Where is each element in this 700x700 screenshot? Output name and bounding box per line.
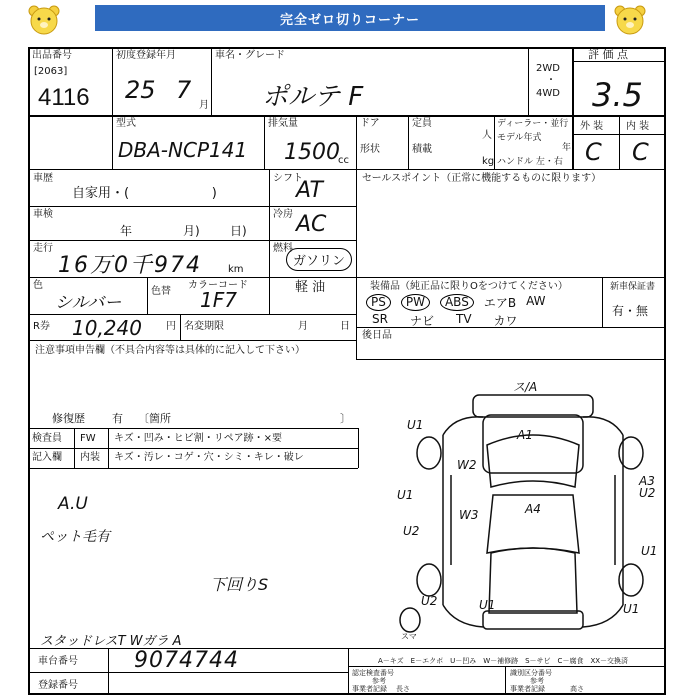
rear-items-label: 後日品: [362, 330, 392, 341]
lot-number-label: 出品番号: [32, 50, 72, 61]
repair-location-close: 〕: [340, 412, 351, 425]
equipment-pw: PW: [401, 294, 430, 311]
kg-unit: kg: [482, 156, 495, 167]
repair-history-label: 修復歴: [52, 412, 85, 425]
cc-unit: cc: [338, 155, 349, 166]
name-change-label: 名変期限: [184, 321, 224, 332]
inspection-year: 年: [120, 224, 133, 238]
exterior-label: 外 装: [580, 121, 604, 132]
spare-tire-label: スマ: [401, 632, 417, 641]
registration-month: 7: [176, 76, 192, 104]
interior-items: キズ・汚レ・コゲ・穴・シミ・キレ・破レ: [114, 452, 304, 463]
damage-mark-front: ス/A: [513, 380, 538, 394]
damage-mark-w3: W3: [459, 508, 479, 522]
damage-mark-right-front: A3: [639, 474, 655, 488]
lot-number: 4116: [38, 84, 90, 111]
damage-mark-w2: W2: [457, 458, 477, 472]
mascot-bear-icon: [26, 3, 62, 37]
dealer-label: ディーラー・並行: [497, 119, 569, 129]
damage-mark-front-left: U1: [407, 418, 424, 432]
drive-4wd: 4WD: [536, 88, 560, 99]
drive-separator: ・: [546, 75, 556, 86]
ac-label: 冷房: [273, 209, 293, 220]
diag-label-4: 高さ: [570, 685, 584, 693]
model-year-label: モデル年式: [497, 133, 542, 143]
ac-value: AC: [296, 212, 327, 237]
entry-label: 記入欄: [32, 452, 62, 463]
equipment-navi: ナビ: [409, 314, 434, 328]
damage-mark-rear: U1: [479, 598, 496, 612]
recycle-label: R券: [33, 321, 50, 332]
mileage-value: 16万0千974: [58, 253, 202, 278]
mileage-label: 走行: [33, 243, 53, 254]
damage-mark-rear-right: U1: [623, 602, 640, 616]
fw-items: キズ・凹み・ヒビ割・リペア跡・×要: [114, 433, 282, 444]
color-code-label: カラーコード: [188, 280, 248, 291]
equipment-ps: PS: [366, 294, 391, 311]
yen-unit: 円: [166, 321, 176, 332]
diag-label-1: 識別区分番号: [510, 669, 552, 677]
interior-label: 内 装: [626, 121, 650, 132]
fuel-value: ガソリン: [286, 248, 352, 271]
registration-year: 25: [125, 76, 156, 104]
inspection-day: 日): [230, 224, 247, 238]
repair-location-label: 〔箇所: [138, 412, 171, 425]
load-label: 積載: [412, 144, 432, 155]
car-name-label: 車名・グレード: [215, 50, 285, 61]
equipment-title: 装備品（純正品に限りOをつけてください）: [370, 281, 568, 292]
inspection-label: 車検: [33, 209, 53, 220]
notes-title: 注意事項申告欄（不具合内容等は具体的に記入して下さい）: [35, 345, 305, 356]
model-code-label: 型式: [116, 118, 136, 129]
capacity-label: 定員: [412, 118, 432, 129]
km-unit: km: [228, 264, 244, 275]
drive-2wd: 2WD: [536, 63, 560, 74]
cert-label-2: 参考: [372, 677, 386, 685]
cert-label-4: 長さ: [396, 685, 410, 693]
name-change-day: 日: [340, 321, 350, 332]
exterior-grade: C: [585, 138, 602, 166]
model-code: DBA-NCP141: [118, 138, 248, 162]
registration-number-label: 登録番号: [38, 680, 78, 691]
score-label: 評 価 点: [588, 48, 628, 61]
banner-title: 完全ゼロ切りコーナー: [279, 12, 420, 28]
interior-grade: C: [632, 138, 649, 166]
fuel-label: 燃料: [273, 243, 293, 254]
comment-line-2: ペット毛有: [40, 529, 110, 545]
damage-legend: A－キズ E－エクボ U－凹み W－補修跡 S－サビ C－腐食 XX－交換済: [378, 657, 629, 665]
door-label: ドア: [360, 118, 380, 129]
color-change-label: 色替: [151, 286, 171, 297]
lot-sub-number: [2063]: [34, 66, 68, 77]
usage-label: 車歴: [33, 173, 53, 184]
displacement-label: 排気量: [268, 118, 298, 129]
damage-diagram: [395, 375, 665, 650]
shift-value: AT: [296, 178, 323, 203]
color-value: シルバー: [55, 293, 122, 313]
warranty-value: 有・無: [612, 304, 649, 318]
damage-mark-left-door: U1: [397, 488, 414, 502]
new-car-warranty-label: 新車保証書: [610, 282, 656, 292]
equipment-row-1: [366, 294, 545, 311]
name-change-month: 月: [298, 321, 308, 332]
equipment-sr: SR: [372, 312, 388, 326]
comment-line-1: A.U: [58, 494, 88, 514]
persons-unit: 人: [482, 130, 492, 141]
comment-line-4: スタッドレスT Wガラ A: [40, 634, 182, 649]
interior-check-label: 内装: [80, 452, 100, 463]
month-suffix: 月: [199, 100, 209, 111]
chassis-number: 9074744: [134, 648, 239, 673]
displacement-value: 1500: [284, 140, 340, 165]
shape-label: 形状: [360, 144, 380, 155]
repair-history-value: 有: [112, 412, 123, 425]
year-unit: 年: [562, 143, 572, 153]
inspection-month: 月): [183, 224, 200, 238]
comment-line-3: 下回りS: [210, 575, 269, 594]
fuel-alt: 軽 油: [295, 280, 326, 295]
auction-score: 3.5: [592, 76, 643, 114]
color-label: 色: [33, 280, 43, 291]
page-banner: [95, 5, 605, 31]
handle-label: ハンドル 左・右: [497, 157, 563, 167]
damage-mark-roof: A4: [525, 502, 541, 516]
damage-mark-right-rear: U1: [641, 544, 658, 558]
inspector-label: 検査員: [32, 433, 62, 444]
first-registration-label: 初度登録年月: [116, 50, 176, 61]
cert-label-3: 事業者記録: [352, 685, 387, 693]
damage-mark-left-rear-door: U2: [403, 524, 420, 538]
damage-mark-left-rear: U2: [421, 594, 438, 608]
equipment-abs: ABS: [440, 294, 474, 311]
shift-label: シフト: [273, 173, 303, 184]
equipment-airbag: エアB: [483, 296, 517, 310]
diag-label-3: 事業者記録: [510, 685, 545, 693]
recycle-value: 10,240: [72, 316, 142, 340]
equipment-tv: TV: [455, 312, 472, 326]
fw-label: FW: [80, 433, 96, 444]
diag-label-2: 参考: [530, 677, 544, 685]
color-code-value: 1F7: [200, 288, 237, 312]
damage-mark-hood: A1: [517, 428, 533, 442]
car-name: ポルテ F: [262, 82, 364, 112]
equipment-aw: AW: [526, 294, 546, 308]
damage-mark-right-front-2: U2: [639, 486, 656, 500]
equipment-leather: カワ: [493, 314, 518, 328]
cert-label-1: 認定検査番号: [352, 669, 394, 677]
usage-value: 自家用・( ): [72, 186, 217, 201]
chassis-number-label: 車台番号: [38, 656, 78, 667]
sales-point-title: セールスポイント（正常に機能するものに限ります）: [362, 173, 602, 184]
mascot-bear-icon: [612, 3, 648, 37]
